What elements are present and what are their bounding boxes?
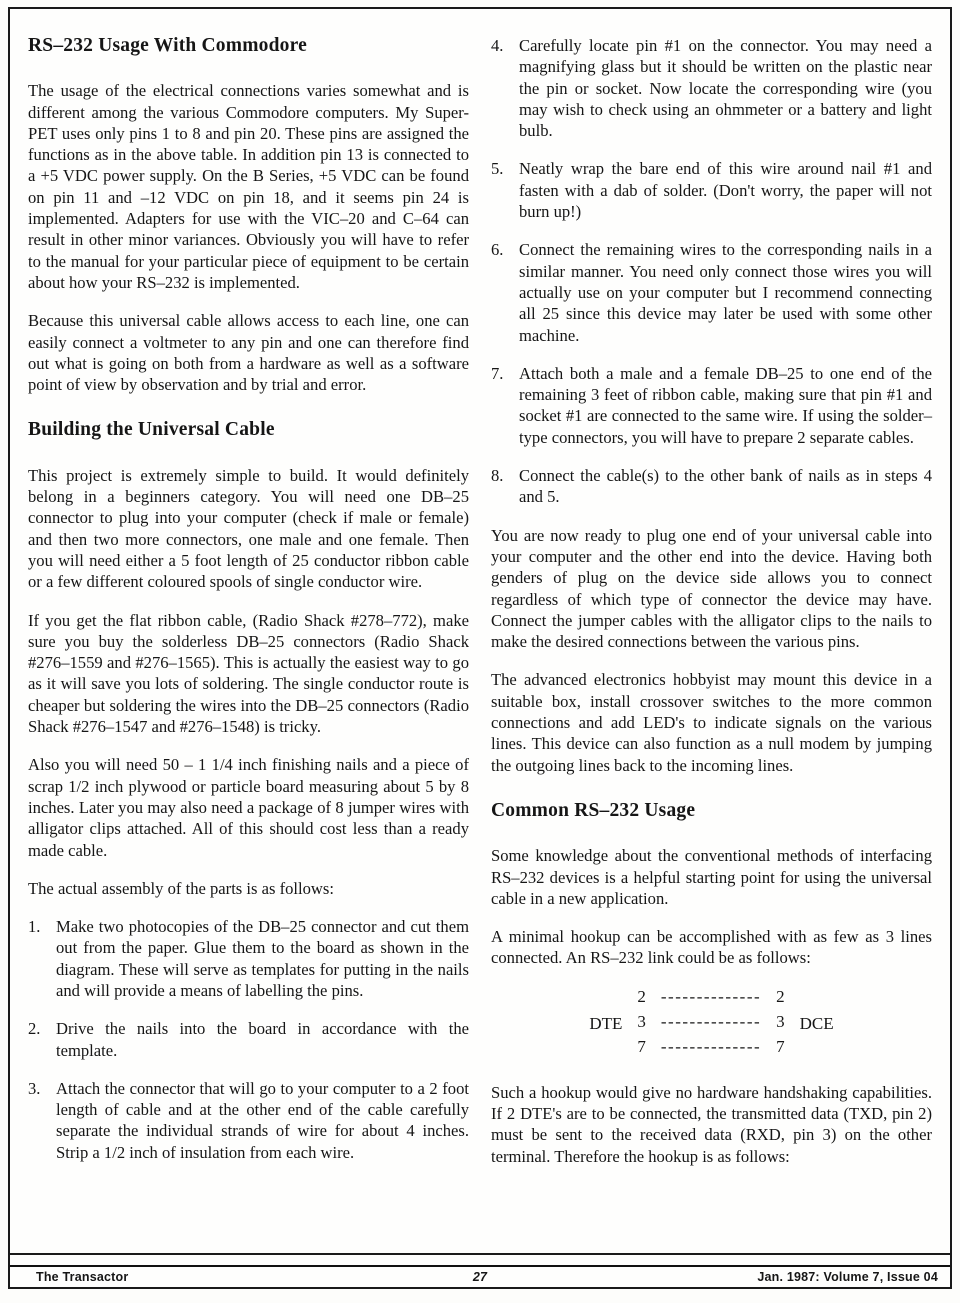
section-heading-building: Building the Universal Cable: [28, 419, 275, 441]
diagram-row: [637, 986, 784, 1011]
diagram-row: [637, 1036, 784, 1061]
dte-label: DTE: [589, 1013, 623, 1033]
two-column-layout: [10, 9, 950, 1184]
paragraph-usage-intro: The usage of the electrical connections varies somewhat and is different among the various Commodore computers. My Super-PET uses only pins 1 to 8 and pin 20. These pins are assigned the functions as in the above table. In addition pin 13 is connected to a +5 VDC power supply. On the B Series, +5 VDC can be found on pin 11 and –12 VDC on pin 18, and it seems pin 24 is implemented. Adapters for use with the VIC–20 and C–64 can result in other minor variances. Obviously you will have to refer to the manual for your particular piece of equipment to be certain about how your RS–232 is implemented.: [28, 81, 469, 292]
page-footer: [10, 1253, 950, 1287]
diagram-rows: [637, 986, 784, 1061]
paragraph-voltmeter: Because this universal cable allows access to each line, one can easily connect a voltmeter to any pin and one can therefore find out what is going on both from a hardware as well as a software point of view by observation and by trial and error.: [28, 311, 469, 395]
paragraph-assembly-intro: The actual assembly of the parts is as follows:: [28, 878, 334, 898]
item-text: Make two photocopies of the DB–25 connector and cut them out from the paper. Glue them to the board as shown in the diagram. These will serve as templates for putting in the nails and will provide a means of labelling the pins.: [56, 917, 469, 1000]
pin-number-right: 2: [776, 986, 785, 1006]
left-column: [28, 35, 469, 1184]
paragraph-nails-board: Also you will need 50 – 1 1/4 inch finishing nails and a piece of scrap 1/2 inch plywood or particle board measuring about 5 by 8 inches. Later you may also need a package of 8 jumper wires with alligator clips attached. All of this should cost less than a ready made cable.: [28, 755, 469, 860]
paragraph-advanced-hobbyist: The advanced electronics hobbyist may mount this device in a suitable box, install crossover switches to the more common connections and add LED's to indicate signals on the various lines. This device can also function as a null modem by jumping the outgoing lines back to the incoming lines.: [491, 670, 932, 775]
connection-line: --------------: [660, 1036, 762, 1056]
article-heading: RS–232 Usage With Commodore: [28, 35, 307, 56]
footer-band: [10, 1265, 950, 1287]
paragraph-ready-to-plug: You are now ready to plug one end of your universal cable into your computer and the other end into the device. Having both genders of plug on the device side allows you to connect regardless of which type of connector the device may have. Connect the jumper cables with the alligator clips to the nails to make the desired connections between the various pins.: [491, 525, 932, 652]
item-number: 6.: [491, 240, 504, 260]
right-column: [491, 35, 932, 1184]
paragraph-project-simple: This project is extremely simple to build. It would definitely belong in a beginners category. You will need one DB–25 connector to plug into your computer (check if male or female) and then two more connectors, one male and one female. Then you will need either a 5 foot length of 25 conductor ribbon cable or a few different coloured spools of single conductor wire.: [28, 465, 469, 592]
pin-number-right: 3: [776, 1011, 785, 1031]
paragraph-no-handshaking: Such a hookup would give no hardware handshaking capabilities. If 2 DTE's are to be connected, the transmitted data (TXD, pin 2) must be sent to the received data (RXD, pin 3) on the other terminal. Therefore the hookup is as follows:: [491, 1082, 932, 1166]
numbered-item-2: [28, 1018, 469, 1061]
item-number: 5.: [491, 159, 504, 179]
section-heading-common-usage: Common RS–232 Usage: [491, 799, 696, 821]
footer-issue: Jan. 1987: Volume 7, Issue 04: [757, 1270, 938, 1284]
item-number: 4.: [491, 36, 504, 55]
pin-number-right: 7: [776, 1036, 785, 1056]
item-text: Drive the nails into the board in accordance with the template.: [56, 1019, 469, 1060]
item-number: 7.: [491, 363, 504, 383]
item-number: 2.: [28, 1019, 41, 1039]
item-number: 8.: [491, 466, 504, 486]
paragraph-ribbon-cable: If you get the flat ribbon cable, (Radio Shack #278–772), make sure you buy the solderless DB–25 connectors (Radio Shack #276–1559 and #276–1565). This is actually the easiest way to go as it will save you lots of soldering. The single conductor route is cheaper but soldering the wires into the DB–25 connectors (Radio Shack #276–1547 and #276–1548) is tricky.: [28, 610, 469, 737]
numbered-item-7: [491, 363, 932, 448]
numbered-item-6: [491, 239, 932, 345]
footer-magazine-name: The Transactor: [36, 1270, 129, 1284]
numbered-item-4: [491, 35, 932, 141]
numbered-item-5: [491, 158, 932, 222]
footer-divider: [10, 1253, 950, 1255]
item-text: Attach the connector that will go to your computer to a 2 foot length of cable and at the other end of the cable carefully separate the individual strands of wire for about 4 inches. Strip a 1/2 inch of insulation from each wire.: [56, 1078, 469, 1162]
hookup-diagram: [491, 986, 932, 1061]
item-text: Carefully locate pin #1 on the connector. You may need a magnifying glass but it should be written on the plastic near the pin or socket. Now locate the corresponding wire (you may wish to check using an ohmmeter or a battery and light bulb.: [519, 36, 932, 141]
connection-line: --------------: [660, 1011, 762, 1031]
pin-number-left: 3: [637, 1011, 646, 1031]
diagram-row: [637, 1011, 784, 1036]
connection-line: --------------: [660, 986, 762, 1006]
footer-page-number: 27: [472, 1270, 488, 1284]
item-text: Connect the remaining wires to the corresponding nails in a similar manner. You need only connect those wires you will actually use on your computer but I recommend connecting all 25 since this device may later be used with some other machine.: [519, 240, 932, 345]
dce-label: DCE: [799, 1013, 834, 1033]
item-number: 3.: [28, 1078, 41, 1098]
pin-number-left: 2: [637, 986, 646, 1006]
item-text: Connect the cable(s) to the other bank of nails as in steps 4 and 5.: [519, 466, 932, 507]
item-text: Attach both a male and a female DB–25 to one end of the remaining 3 feet of ribbon cable, making sure that pin #1 and socket #1 are connected to the same wire. If using the solder–type connectors, you will have to prepare 2 separate cables.: [519, 363, 932, 447]
numbered-item-3: [28, 1078, 469, 1163]
paragraph-some-knowledge: Some knowledge about the conventional methods of interfacing RS–232 devices is a helpful starting point for using the universal cable in a new application.: [491, 846, 932, 908]
numbered-item-8: [491, 465, 932, 508]
numbered-item-1: [28, 916, 469, 1001]
magazine-page: [8, 7, 952, 1289]
pin-number-left: 7: [637, 1036, 646, 1056]
item-text: Neatly wrap the bare end of this wire around nail #1 and fasten with a dab of solder. (Don't worry, the paper will not burn up!): [519, 159, 932, 222]
item-number: 1.: [28, 917, 41, 937]
paragraph-minimal-hookup: A minimal hookup can be accomplished with as few as 3 lines connected. An RS–232 link could be as follows:: [491, 927, 932, 968]
